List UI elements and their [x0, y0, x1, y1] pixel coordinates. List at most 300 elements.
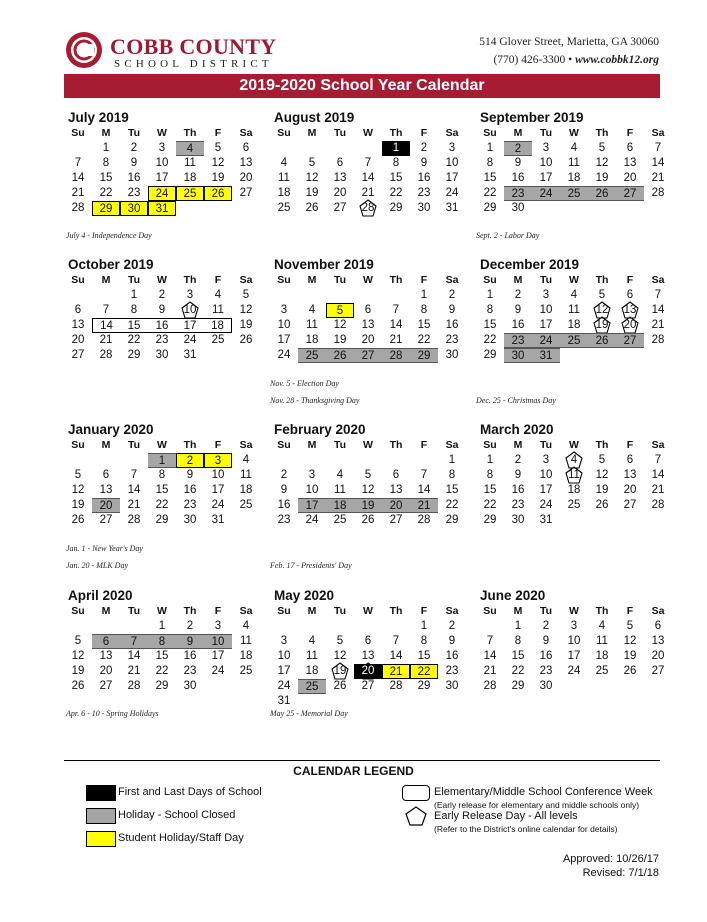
day-cell[interactable]: 20: [239, 172, 253, 184]
day-cell[interactable]: 2: [542, 620, 550, 632]
day-cell[interactable]: 7: [486, 635, 494, 647]
day-cell[interactable]: 15: [417, 650, 431, 662]
day-cell[interactable]: 27: [333, 202, 347, 214]
day-cell[interactable]: 8: [486, 469, 494, 481]
day-cell[interactable]: 15: [483, 484, 497, 496]
day-cell[interactable]: 31: [532, 348, 560, 363]
day-cell[interactable]: 19: [333, 665, 347, 677]
day-cell[interactable]: 19: [354, 498, 382, 513]
day-cell[interactable]: 4: [308, 304, 316, 316]
day-cell[interactable]: 28: [382, 348, 410, 363]
day-cell[interactable]: 9: [514, 304, 522, 316]
day-cell[interactable]: 13: [623, 157, 637, 169]
day-cell[interactable]: 23: [504, 333, 532, 348]
day-cell[interactable]: 28: [651, 499, 665, 511]
day-cell[interactable]: 13: [623, 469, 637, 481]
day-cell[interactable]: 16: [539, 650, 553, 662]
day-cell[interactable]: 14: [389, 319, 403, 331]
day-cell[interactable]: 27: [623, 499, 637, 511]
day-cell[interactable]: 17: [211, 484, 225, 496]
day-cell[interactable]: 9: [280, 484, 288, 496]
day-cell[interactable]: 10: [539, 304, 553, 316]
day-cell[interactable]: 28: [389, 680, 403, 692]
day-cell[interactable]: 4: [242, 454, 250, 466]
day-cell[interactable]: 25: [560, 333, 588, 348]
day-cell[interactable]: 6: [626, 142, 634, 154]
day-cell[interactable]: 22: [389, 187, 403, 199]
day-cell[interactable]: 11: [560, 468, 588, 483]
day-cell[interactable]: 1: [148, 453, 176, 468]
day-cell[interactable]: 12: [211, 157, 225, 169]
day-cell[interactable]: 24: [532, 186, 560, 201]
day-cell[interactable]: 15: [511, 650, 525, 662]
day-cell[interactable]: 18: [305, 665, 319, 677]
day-cell[interactable]: 28: [361, 202, 375, 214]
day-cell[interactable]: 31: [539, 514, 553, 526]
day-cell[interactable]: 10: [305, 484, 319, 496]
day-cell[interactable]: 22: [483, 334, 497, 346]
day-cell[interactable]: 13: [623, 304, 637, 316]
day-cell[interactable]: 26: [326, 348, 354, 363]
day-cell[interactable]: 5: [598, 454, 606, 466]
day-cell[interactable]: 14: [651, 157, 665, 169]
day-cell[interactable]: 11: [568, 157, 580, 169]
day-cell[interactable]: 6: [364, 304, 372, 316]
day-cell[interactable]: 29: [483, 349, 497, 361]
day-cell[interactable]: 18: [567, 172, 581, 184]
day-cell[interactable]: 1: [486, 454, 494, 466]
day-cell[interactable]: 25: [560, 186, 588, 201]
day-cell[interactable]: 24: [277, 680, 291, 692]
day-cell[interactable]: 23: [155, 334, 169, 346]
day-cell[interactable]: 19: [211, 172, 225, 184]
day-cell[interactable]: 25: [239, 665, 253, 677]
day-cell[interactable]: 1: [486, 289, 494, 301]
day-cell[interactable]: 9: [176, 634, 204, 649]
day-cell[interactable]: 21: [483, 665, 497, 677]
day-cell[interactable]: 12: [333, 319, 347, 331]
day-cell[interactable]: 15: [389, 172, 403, 184]
day-cell[interactable]: 11: [240, 635, 252, 647]
day-cell[interactable]: 17: [155, 172, 169, 184]
day-cell[interactable]: 20: [99, 665, 113, 677]
day-cell[interactable]: 8: [420, 304, 428, 316]
day-cell[interactable]: 20: [71, 334, 85, 346]
day-cell[interactable]: 3: [542, 289, 550, 301]
day-cell[interactable]: 12: [333, 650, 347, 662]
day-cell[interactable]: 25: [211, 334, 225, 346]
day-cell[interactable]: 12: [595, 304, 609, 316]
day-cell[interactable]: 18: [595, 650, 609, 662]
day-cell[interactable]: 19: [595, 172, 609, 184]
day-cell[interactable]: 25: [333, 514, 347, 526]
day-cell[interactable]: 8: [514, 635, 522, 647]
day-cell[interactable]: 7: [392, 304, 400, 316]
day-cell[interactable]: 29: [511, 680, 525, 692]
day-cell[interactable]: 4: [280, 157, 288, 169]
day-cell[interactable]: 15: [120, 318, 148, 333]
day-cell[interactable]: 11: [596, 635, 608, 647]
day-cell[interactable]: 24: [445, 187, 459, 199]
day-cell[interactable]: 7: [654, 289, 662, 301]
day-cell[interactable]: 6: [336, 157, 344, 169]
day-cell[interactable]: 1: [382, 141, 410, 156]
day-cell[interactable]: 18: [239, 484, 253, 496]
day-cell[interactable]: 26: [204, 186, 232, 201]
day-cell[interactable]: 26: [361, 514, 375, 526]
day-cell[interactable]: 5: [626, 620, 634, 632]
day-cell[interactable]: 4: [598, 620, 606, 632]
day-cell[interactable]: 14: [127, 650, 141, 662]
day-cell[interactable]: 14: [651, 304, 665, 316]
day-cell[interactable]: 2: [176, 453, 204, 468]
day-cell[interactable]: 25: [239, 499, 253, 511]
day-cell[interactable]: 16: [445, 319, 459, 331]
day-cell[interactable]: 6: [392, 469, 400, 481]
day-cell[interactable]: 12: [361, 484, 375, 496]
day-cell[interactable]: 4: [570, 142, 578, 154]
website-link[interactable]: www.cobbk12.org: [575, 54, 659, 66]
day-cell[interactable]: 7: [120, 634, 148, 649]
day-cell[interactable]: 8: [420, 635, 428, 647]
day-cell[interactable]: 25: [567, 499, 581, 511]
day-cell[interactable]: 7: [130, 469, 138, 481]
day-cell[interactable]: 6: [102, 469, 110, 481]
day-cell[interactable]: 13: [71, 319, 85, 331]
day-cell[interactable]: 2: [448, 620, 456, 632]
day-cell[interactable]: 20: [354, 664, 382, 679]
day-cell[interactable]: 11: [278, 172, 290, 184]
day-cell[interactable]: 3: [308, 469, 316, 481]
day-cell[interactable]: 21: [389, 334, 403, 346]
day-cell[interactable]: 10: [567, 635, 581, 647]
day-cell[interactable]: 13: [651, 635, 665, 647]
day-cell[interactable]: 20: [623, 172, 637, 184]
day-cell[interactable]: 10: [183, 304, 197, 316]
day-cell[interactable]: 24: [211, 499, 225, 511]
day-cell[interactable]: 22: [483, 187, 497, 199]
day-cell[interactable]: 5: [598, 142, 606, 154]
day-cell[interactable]: 8: [148, 634, 176, 649]
day-cell[interactable]: 21: [651, 172, 665, 184]
day-cell[interactable]: 8: [486, 304, 494, 316]
day-cell[interactable]: 14: [361, 172, 375, 184]
day-cell[interactable]: 9: [130, 157, 138, 169]
day-cell[interactable]: 20: [333, 187, 347, 199]
day-cell[interactable]: 6: [626, 454, 634, 466]
day-cell[interactable]: 6: [654, 620, 662, 632]
day-cell[interactable]: 20: [623, 484, 637, 496]
day-cell[interactable]: 27: [354, 348, 382, 363]
day-cell[interactable]: 5: [308, 157, 316, 169]
day-cell[interactable]: 17: [211, 650, 225, 662]
day-cell[interactable]: 8: [448, 469, 456, 481]
day-cell[interactable]: 18: [239, 650, 253, 662]
day-cell[interactable]: 10: [204, 634, 232, 649]
day-cell[interactable]: 22: [155, 499, 169, 511]
day-cell[interactable]: 2: [448, 289, 456, 301]
day-cell[interactable]: 22: [417, 334, 431, 346]
day-cell[interactable]: 5: [214, 142, 222, 154]
day-cell[interactable]: 11: [240, 469, 252, 481]
day-cell[interactable]: 18: [567, 319, 581, 331]
day-cell[interactable]: 9: [186, 469, 194, 481]
day-cell[interactable]: 14: [651, 469, 665, 481]
day-cell[interactable]: 1: [158, 620, 166, 632]
day-cell[interactable]: 28: [127, 680, 141, 692]
day-cell[interactable]: 21: [71, 187, 85, 199]
day-cell[interactable]: 23: [277, 514, 291, 526]
day-cell[interactable]: 14: [71, 172, 85, 184]
day-cell[interactable]: 5: [74, 469, 82, 481]
day-cell[interactable]: 11: [306, 650, 318, 662]
day-cell[interactable]: 19: [239, 319, 253, 331]
day-cell[interactable]: 31: [445, 202, 459, 214]
day-cell[interactable]: 26: [71, 680, 85, 692]
day-cell[interactable]: 21: [651, 319, 665, 331]
day-cell[interactable]: 24: [532, 333, 560, 348]
day-cell[interactable]: 2: [186, 620, 194, 632]
day-cell[interactable]: 26: [588, 333, 616, 348]
day-cell[interactable]: 28: [651, 334, 665, 346]
day-cell[interactable]: 27: [616, 333, 644, 348]
day-cell[interactable]: 29: [417, 680, 431, 692]
day-cell[interactable]: 2: [130, 142, 138, 154]
day-cell[interactable]: 29: [483, 202, 497, 214]
day-cell[interactable]: 3: [214, 620, 222, 632]
day-cell[interactable]: 1: [102, 142, 110, 154]
day-cell[interactable]: 7: [654, 454, 662, 466]
day-cell[interactable]: 8: [130, 304, 138, 316]
day-cell[interactable]: 9: [514, 469, 522, 481]
day-cell[interactable]: 9: [448, 635, 456, 647]
day-cell[interactable]: 22: [127, 334, 141, 346]
day-cell[interactable]: 8: [392, 157, 400, 169]
day-cell[interactable]: 18: [567, 484, 581, 496]
day-cell[interactable]: 15: [155, 484, 169, 496]
day-cell[interactable]: 2: [514, 289, 522, 301]
day-cell[interactable]: 21: [99, 334, 113, 346]
day-cell[interactable]: 30: [183, 680, 197, 692]
day-cell[interactable]: 21: [361, 187, 375, 199]
day-cell[interactable]: 26: [305, 202, 319, 214]
day-cell[interactable]: 5: [74, 635, 82, 647]
day-cell[interactable]: 24: [211, 665, 225, 677]
day-cell[interactable]: 16: [148, 318, 176, 333]
day-cell[interactable]: 15: [99, 172, 113, 184]
day-cell[interactable]: 13: [99, 650, 113, 662]
day-cell[interactable]: 23: [183, 665, 197, 677]
day-cell[interactable]: 7: [420, 469, 428, 481]
day-cell[interactable]: 13: [361, 650, 375, 662]
day-cell[interactable]: 10: [155, 157, 169, 169]
day-cell[interactable]: 17: [277, 665, 291, 677]
day-cell[interactable]: 4: [560, 453, 588, 468]
day-cell[interactable]: 28: [483, 680, 497, 692]
day-cell[interactable]: 26: [623, 665, 637, 677]
day-cell[interactable]: 17: [539, 484, 553, 496]
day-cell[interactable]: 4: [214, 289, 222, 301]
day-cell[interactable]: 23: [511, 499, 525, 511]
day-cell[interactable]: 17: [539, 319, 553, 331]
day-cell[interactable]: 31: [277, 695, 291, 707]
day-cell[interactable]: 28: [417, 514, 431, 526]
day-cell[interactable]: 16: [511, 319, 525, 331]
day-cell[interactable]: 16: [127, 172, 141, 184]
day-cell[interactable]: 18: [204, 318, 232, 333]
day-cell[interactable]: 19: [305, 187, 319, 199]
day-cell[interactable]: 28: [127, 514, 141, 526]
day-cell[interactable]: 23: [127, 187, 141, 199]
day-cell[interactable]: 25: [595, 665, 609, 677]
day-cell[interactable]: 28: [99, 349, 113, 361]
day-cell[interactable]: 21: [127, 499, 141, 511]
day-cell[interactable]: 14: [417, 484, 431, 496]
day-cell[interactable]: 12: [71, 484, 85, 496]
day-cell[interactable]: 2: [504, 141, 532, 156]
day-cell[interactable]: 18: [183, 172, 197, 184]
day-cell[interactable]: 14: [127, 484, 141, 496]
day-cell[interactable]: 27: [239, 187, 253, 199]
day-cell[interactable]: 5: [364, 469, 372, 481]
day-cell[interactable]: 7: [654, 142, 662, 154]
day-cell[interactable]: 29: [155, 514, 169, 526]
day-cell[interactable]: 19: [333, 334, 347, 346]
day-cell[interactable]: 22: [483, 499, 497, 511]
day-cell[interactable]: 27: [99, 680, 113, 692]
day-cell[interactable]: 30: [445, 349, 459, 361]
day-cell[interactable]: 31: [148, 201, 176, 216]
day-cell[interactable]: 23: [417, 187, 431, 199]
day-cell[interactable]: 21: [410, 498, 438, 513]
day-cell[interactable]: 11: [306, 319, 318, 331]
day-cell[interactable]: 30: [539, 680, 553, 692]
day-cell[interactable]: 16: [277, 499, 291, 511]
day-cell[interactable]: 11: [568, 304, 580, 316]
day-cell[interactable]: 3: [280, 304, 288, 316]
day-cell[interactable]: 23: [183, 499, 197, 511]
day-cell[interactable]: 11: [184, 157, 196, 169]
day-cell[interactable]: 20: [623, 319, 637, 331]
day-cell[interactable]: 5: [336, 635, 344, 647]
day-cell[interactable]: 17: [567, 650, 581, 662]
day-cell[interactable]: 14: [389, 650, 403, 662]
day-cell[interactable]: 3: [542, 142, 550, 154]
day-cell[interactable]: 9: [420, 157, 428, 169]
day-cell[interactable]: 29: [410, 348, 438, 363]
day-cell[interactable]: 1: [130, 289, 138, 301]
day-cell[interactable]: 27: [616, 186, 644, 201]
day-cell[interactable]: 9: [514, 157, 522, 169]
day-cell[interactable]: 6: [242, 142, 250, 154]
day-cell[interactable]: 7: [102, 304, 110, 316]
day-cell[interactable]: 8: [158, 469, 166, 481]
day-cell[interactable]: 29: [92, 201, 120, 216]
day-cell[interactable]: 20: [92, 498, 120, 513]
day-cell[interactable]: 20: [361, 334, 375, 346]
day-cell[interactable]: 4: [242, 620, 250, 632]
day-cell[interactable]: 15: [155, 650, 169, 662]
day-cell[interactable]: 4: [176, 141, 204, 156]
day-cell[interactable]: 11: [334, 484, 346, 496]
day-cell[interactable]: 6: [364, 635, 372, 647]
day-cell[interactable]: 16: [183, 484, 197, 496]
day-cell[interactable]: 23: [445, 665, 459, 677]
day-cell[interactable]: 3: [280, 635, 288, 647]
day-cell[interactable]: 9: [542, 635, 550, 647]
day-cell[interactable]: 20: [382, 498, 410, 513]
day-cell[interactable]: 21: [651, 484, 665, 496]
day-cell[interactable]: 30: [155, 349, 169, 361]
day-cell[interactable]: 12: [239, 304, 253, 316]
day-cell[interactable]: 2: [158, 289, 166, 301]
day-cell[interactable]: 25: [298, 679, 326, 694]
day-cell[interactable]: 30: [445, 680, 459, 692]
day-cell[interactable]: 26: [239, 334, 253, 346]
day-cell[interactable]: 18: [277, 187, 291, 199]
day-cell[interactable]: 9: [448, 304, 456, 316]
day-cell[interactable]: 11: [212, 304, 224, 316]
day-cell[interactable]: 24: [277, 349, 291, 361]
day-cell[interactable]: 5: [326, 303, 354, 318]
day-cell[interactable]: 18: [305, 334, 319, 346]
day-cell[interactable]: 22: [445, 499, 459, 511]
day-cell[interactable]: 12: [623, 635, 637, 647]
day-cell[interactable]: 13: [389, 484, 403, 496]
day-cell[interactable]: 31: [183, 349, 197, 361]
day-cell[interactable]: 19: [71, 665, 85, 677]
day-cell[interactable]: 29: [389, 202, 403, 214]
day-cell[interactable]: 25: [277, 202, 291, 214]
day-cell[interactable]: 27: [651, 665, 665, 677]
day-cell[interactable]: 17: [445, 172, 459, 184]
day-cell[interactable]: 13: [99, 484, 113, 496]
day-cell[interactable]: 8: [486, 157, 494, 169]
day-cell[interactable]: 30: [183, 514, 197, 526]
day-cell[interactable]: 21: [382, 664, 410, 679]
day-cell[interactable]: 18: [326, 498, 354, 513]
day-cell[interactable]: 7: [392, 635, 400, 647]
day-cell[interactable]: 4: [336, 469, 344, 481]
day-cell[interactable]: 16: [445, 650, 459, 662]
day-cell[interactable]: 22: [155, 665, 169, 677]
day-cell[interactable]: 2: [280, 469, 288, 481]
day-cell[interactable]: 19: [623, 650, 637, 662]
day-cell[interactable]: 14: [483, 650, 497, 662]
day-cell[interactable]: 3: [186, 289, 194, 301]
day-cell[interactable]: 22: [511, 665, 525, 677]
day-cell[interactable]: 6: [92, 634, 120, 649]
day-cell[interactable]: 27: [389, 514, 403, 526]
day-cell[interactable]: 12: [71, 650, 85, 662]
day-cell[interactable]: 6: [626, 289, 634, 301]
day-cell[interactable]: 25: [298, 348, 326, 363]
day-cell[interactable]: 29: [483, 514, 497, 526]
day-cell[interactable]: 30: [120, 201, 148, 216]
day-cell[interactable]: 10: [277, 650, 291, 662]
day-cell[interactable]: 28: [71, 202, 85, 214]
day-cell[interactable]: 7: [364, 157, 372, 169]
day-cell[interactable]: 17: [277, 334, 291, 346]
day-cell[interactable]: 23: [445, 334, 459, 346]
day-cell[interactable]: 5: [242, 289, 250, 301]
day-cell[interactable]: 27: [361, 680, 375, 692]
day-cell[interactable]: 16: [417, 172, 431, 184]
day-cell[interactable]: 1: [486, 142, 494, 154]
day-cell[interactable]: 29: [445, 514, 459, 526]
day-cell[interactable]: 19: [71, 499, 85, 511]
day-cell[interactable]: 29: [155, 680, 169, 692]
